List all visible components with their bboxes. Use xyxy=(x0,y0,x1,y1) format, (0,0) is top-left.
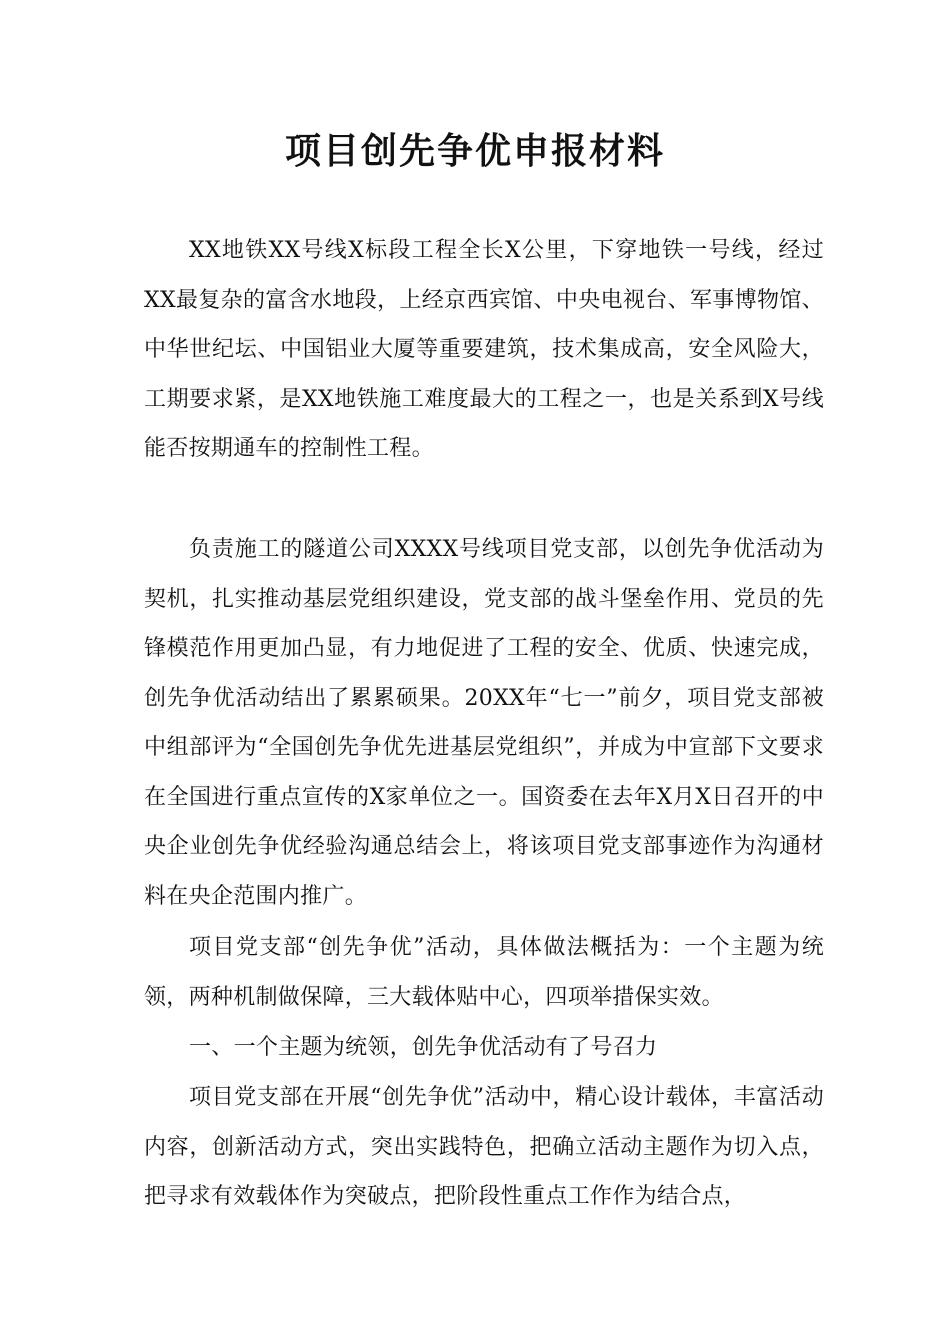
paragraph-method-summary: 项目党支部“创先争优”活动，具体做法概括为：一个主题为统领，两种机制做保障，三大载体贴中心，四项举措保实效。 xyxy=(144,935,824,1010)
paragraph-section-one-body: 项目党支部在开展“创先争优”活动中，精心设计载体，丰富活动内容，创新活动方式，突出实践特色，把确立活动主题作为切入点，把寻求有效载体作为突破点，把阶段性重点工作作为结合点， xyxy=(144,1085,824,1209)
paragraph-party-branch-achievements: 负责施工的隧道公司XXXX号线项目党支部，以创先争优活动为契机，扎实推动基层党组织建设，党支部的战斗堡垒作用、党员的先锋模范作用更加凸显，有力地促进了工程的安全、优质、快速完成，创先争优活动结出了累累硕果。20XX年“七一”前夕，项目党支部被中组部评为“全国创先争优先进基层党组织”，并成为中宣部下文要求在全国进行重点宣传的X家单位之一。国资委在去年X月X日召开的中央企业创先争优经验沟通总结会上，将该项目党支部事迹作为沟通材料在央企范围内推广。 xyxy=(144,537,824,909)
section-heading-one: 一、一个主题为统领，创先争优活动有了号召力 xyxy=(189,1035,658,1060)
document-title: 项目创先争优申报材料 xyxy=(284,131,665,172)
paragraph-project-overview: XX地铁XX号线X标段工程全长X公里，下穿地铁一号线，经过XX最复杂的富含水地段，上经京西宾馆、中央电视台、军事博物馆、中华世纪坛、中国铝业大厦等重要建筑，技术集成高，安全风险大，工期要求紧，是XX地铁施工难度最大的工程之一，也是关系到X号线能否按期通车的控制性工程。 xyxy=(144,238,824,461)
